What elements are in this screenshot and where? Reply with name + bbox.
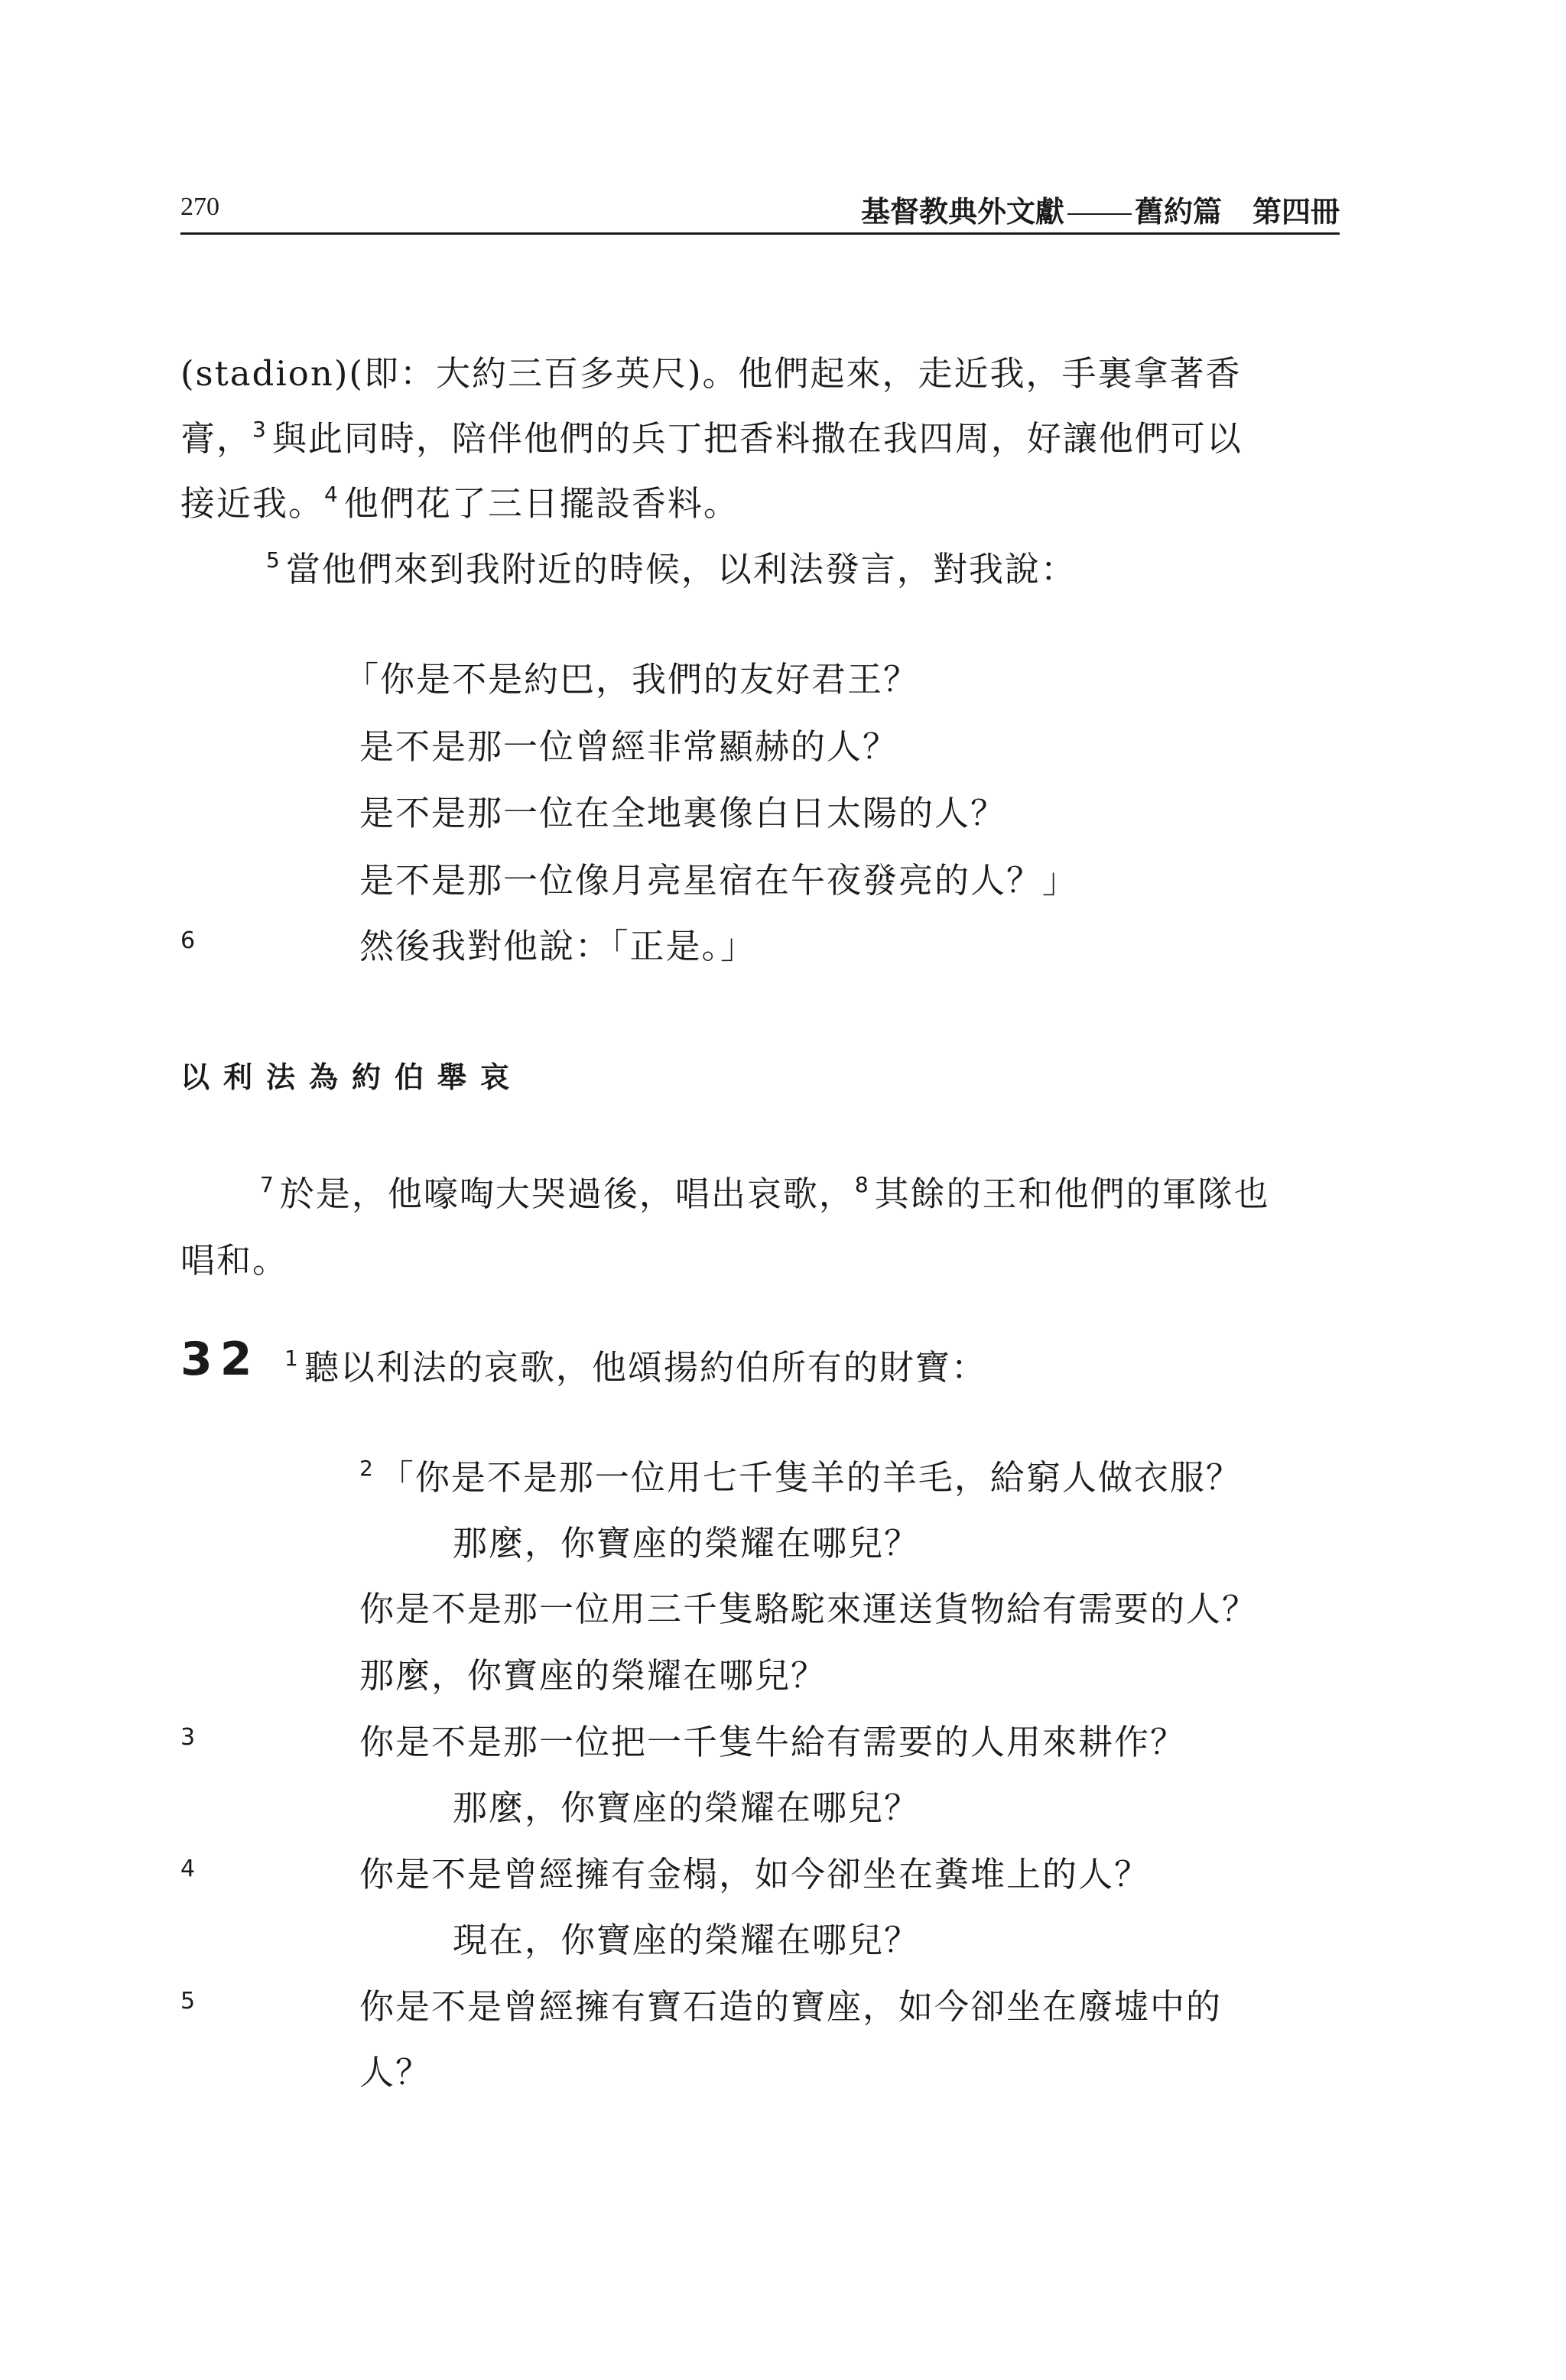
text-run: 聽以利法的哀歌，他頌揚約伯所有的財寶： <box>304 1347 987 1388</box>
verse-number: 8 <box>854 1172 870 1197</box>
section-heading: 以利法為約伯舉哀 <box>180 1060 524 1094</box>
verse-number: 4 <box>324 482 340 507</box>
chapter-opening-line <box>284 1339 987 1389</box>
prose-line <box>180 411 1243 460</box>
prose-line <box>260 1166 1270 1216</box>
poem-line: 那麼，你寶座的榮耀在哪兒？ <box>453 1787 921 1828</box>
prose-line: 唱和。 <box>180 1240 289 1281</box>
poem-line: 是不是那一位像月亮星宿在午夜發亮的人？」 <box>359 860 1079 901</box>
poem-line: 「你是不是約巴，我們的友好君王？ <box>344 659 920 700</box>
poem-line: 你是不是曾經擁有金榻，如今卻坐在糞堆上的人？ <box>359 1854 1151 1895</box>
margin-verse-number: 6 <box>180 927 196 954</box>
section-title: 舊約篇 <box>1134 195 1222 229</box>
margin-verse-number: 3 <box>180 1724 196 1751</box>
text-run: 與此同時，陪伴他們的兵丁把香料撒在我四周，好讓他們可以 <box>271 418 1243 459</box>
verse-number: 5 <box>266 547 281 573</box>
poem-line: 那麼，你寶座的榮耀在哪兒？ <box>453 1523 921 1563</box>
verse-number: 7 <box>260 1172 275 1197</box>
text-run: 當他們來到我附近的時候，以利法發言，對我說： <box>285 549 1077 589</box>
margin-verse-number: 5 <box>180 1988 196 2015</box>
prose-line <box>266 541 1077 591</box>
poem-line: 是不是那一位在全地裏像白日太陽的人？ <box>359 793 1007 833</box>
poem-line: 然後我對他說：「正是。」 <box>359 926 757 966</box>
poem-line <box>359 1450 1242 1499</box>
volume-label: 第四冊 <box>1252 195 1340 229</box>
text-run: 接近我。 <box>180 483 325 524</box>
prose-line <box>180 476 739 525</box>
header-dash <box>1067 213 1132 215</box>
poem-line: 人？ <box>359 2052 432 2093</box>
verse-number: 1 <box>284 1346 300 1371</box>
text-run: 膏， <box>180 418 253 459</box>
margin-verse-number: 4 <box>180 1856 196 1882</box>
poem-line: 你是不是那一位把一千隻牛給有需要的人用來耕作？ <box>359 1722 1187 1762</box>
verse-number: 2 <box>359 1456 375 1481</box>
text-run: 「你是不是那一位用七千隻羊的羊毛，給窮人做衣服？ <box>379 1457 1242 1498</box>
poem-line: 你是不是那一位用三千隻駱駝來運送貨物給有需要的人？ <box>359 1589 1259 1629</box>
book-title: 基督教典外文獻 <box>860 195 1064 229</box>
poem-line: 那麼，你寶座的榮耀在哪兒？ <box>359 1655 827 1696</box>
page-number: 270 <box>180 193 219 221</box>
prose-line: (stadion)(即：大約三百多英尺)。他們起來，走近我，手裏拿著香 <box>180 353 1242 394</box>
text-run: 其餘的王和他們的軍隊也 <box>874 1174 1270 1214</box>
poem-line: 是不是那一位曾經非常顯赫的人？ <box>359 726 899 767</box>
poem-line: 現在，你寶座的榮耀在哪兒？ <box>453 1920 921 1960</box>
text-run: 他們花了三日擺設香料。 <box>343 483 739 524</box>
running-head <box>861 188 1340 230</box>
verse-number: 3 <box>252 417 268 442</box>
text-run: 於是，他嚎啕大哭過後，唱出哀歌， <box>279 1174 855 1214</box>
header-rule <box>180 232 1340 235</box>
poem-line: 你是不是曾經擁有寶石造的寶座，如今卻坐在廢墟中的 <box>359 1986 1223 2027</box>
chapter-number: 32 <box>180 1333 260 1386</box>
